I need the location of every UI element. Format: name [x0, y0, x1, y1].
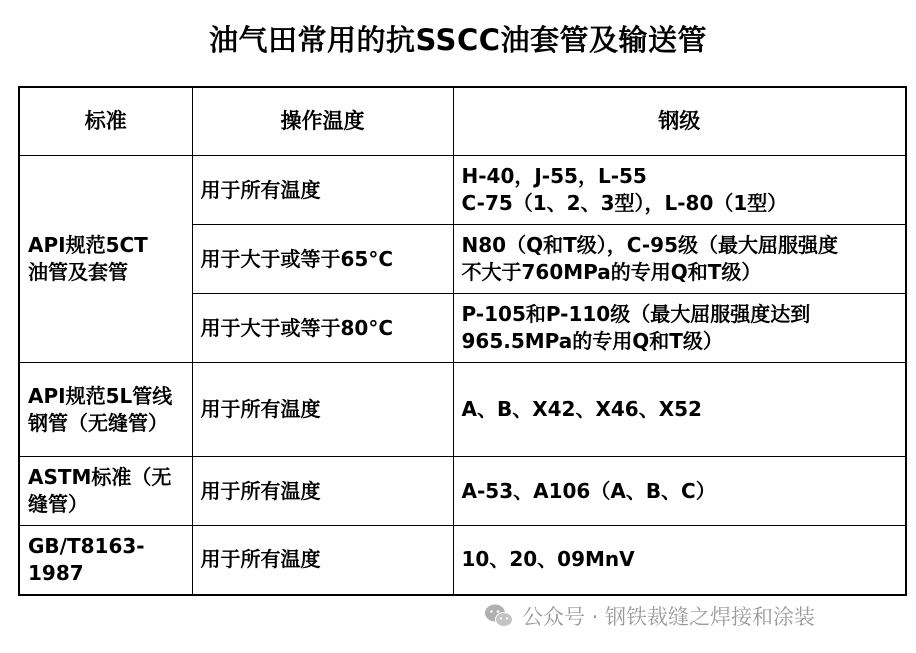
- temperature-label: 用于大于或等于80°C: [200, 315, 394, 340]
- standard-cell-gb: [19, 526, 192, 595]
- grade-line: A、B、X42、X46、X52: [461, 397, 702, 421]
- grade-cell: [453, 363, 906, 457]
- grade-line: 不大于760MPa的专用Q和T级）: [461, 260, 762, 284]
- temperature-label: 用于大于或等于65°C: [200, 246, 394, 271]
- temperature-cell: [192, 526, 453, 595]
- temperature-cell: [192, 457, 453, 526]
- grade-cell: [453, 457, 906, 526]
- grade-cell: [453, 156, 906, 225]
- table-header-row: [19, 87, 906, 156]
- grade-cell: [453, 526, 906, 595]
- table-row: [19, 156, 906, 225]
- header-grade: 钢级: [453, 87, 906, 156]
- standard-cell-api-5l: [19, 363, 192, 457]
- grade-cell: [453, 225, 906, 294]
- temperature-cell: [192, 156, 453, 225]
- standard-label: API规范5L管线钢管（无缝管）: [28, 383, 173, 435]
- table-row: [19, 363, 906, 457]
- table-row: [19, 457, 906, 526]
- grade-cell: [453, 294, 906, 363]
- header-standard: 标准: [19, 87, 192, 156]
- temperature-label: 用于所有温度: [200, 397, 321, 421]
- standard-label: ASTM标准（无缝管）: [28, 465, 172, 516]
- grade-line: N80（Q和T级），C-95级（最大屈服强度: [461, 233, 838, 257]
- grade-line: H-40，J-55，L-55: [461, 164, 647, 188]
- temperature-cell: [192, 294, 453, 363]
- page-title: 油气田常用的抗SSCC油套管及输送管: [208, 23, 708, 57]
- temperature-label: 用于所有温度: [200, 547, 321, 572]
- watermark: [484, 601, 815, 631]
- table-row: [19, 526, 906, 595]
- grade-line: P-105和P-110级（最大屈服强度达到: [461, 302, 811, 326]
- grade-line: A-53、A106（A、B、C）: [461, 478, 716, 503]
- standard-label: GB/T8163-1987: [28, 533, 145, 585]
- grade-line: C-75（1、2、3型），L-80（1型）: [461, 191, 788, 215]
- watermark-text: 公众号 · 钢铁裁缝之焊接和涂装: [522, 605, 816, 629]
- grade-line: 10、20、09MnV: [461, 547, 635, 572]
- temperature-label: 用于所有温度: [200, 478, 321, 503]
- steel-grade-table: [18, 86, 907, 596]
- standard-cell-api-5ct: [19, 156, 192, 363]
- header-temperature: 操作温度: [192, 87, 453, 156]
- temperature-cell: [192, 225, 453, 294]
- standard-label: API规范5CT油管及套管: [28, 233, 148, 284]
- temperature-cell: [192, 363, 453, 457]
- wechat-icon: [484, 603, 514, 629]
- grade-line: 965.5MPa的专用Q和T级）: [461, 329, 723, 353]
- temperature-label: 用于所有温度: [200, 177, 321, 202]
- standard-cell-astm: [19, 457, 192, 526]
